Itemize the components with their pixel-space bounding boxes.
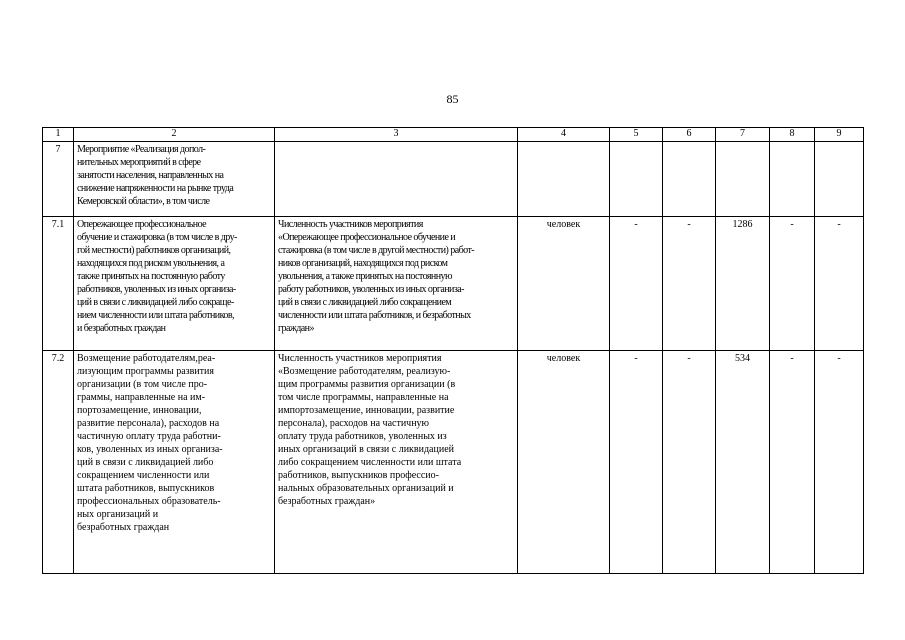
header-row bbox=[43, 128, 864, 142]
value-cell-5 bbox=[610, 142, 663, 217]
text-line: лизующим программы развития bbox=[77, 366, 214, 377]
table-row bbox=[43, 351, 864, 574]
column-header: 5 bbox=[610, 128, 663, 142]
text-line: нительных мероприятий в сфере bbox=[77, 157, 201, 168]
column-header: 7 bbox=[716, 128, 770, 142]
text-line: занятости населения, направленных на bbox=[77, 170, 224, 181]
text-line: частичную оплату труда работни- bbox=[77, 431, 221, 442]
text-line: профессиональных образователь- bbox=[77, 496, 221, 507]
text-line: иных организаций в связи с ликвидацией bbox=[278, 444, 454, 455]
column-header: 1 bbox=[43, 128, 74, 142]
text-line: том числе программы, направленные на bbox=[278, 392, 449, 403]
text-line: Численность участников мероприятия bbox=[278, 219, 423, 230]
value-cell-6: - bbox=[663, 351, 716, 574]
text-line: нальных образовательных организаций и bbox=[278, 483, 454, 494]
row-number: 7.1 bbox=[43, 217, 74, 351]
table-row bbox=[43, 217, 864, 351]
text-line: Мероприятие «Реализация допол- bbox=[77, 144, 206, 155]
column-header: 4 bbox=[518, 128, 610, 142]
unit-cell: человек bbox=[518, 351, 610, 574]
column-header: 6 bbox=[663, 128, 716, 142]
text-line: находящихся под риском увольнения, а bbox=[77, 258, 225, 269]
text-line: Кемеровской области», в том числе bbox=[77, 196, 210, 207]
text-line: оплату труда работников, уволенных из bbox=[278, 431, 447, 442]
value-cell-8: - bbox=[770, 351, 815, 574]
text-line: гой местности) работников организаций, bbox=[77, 245, 231, 256]
column-header: 2 bbox=[74, 128, 275, 142]
text-line: ников организаций, находящихся под риском bbox=[278, 258, 448, 269]
column-header: 8 bbox=[770, 128, 815, 142]
text-line: безработных граждан» bbox=[278, 496, 376, 507]
measure-name bbox=[74, 351, 275, 574]
indicator-description bbox=[275, 142, 518, 217]
value-cell-9: - bbox=[815, 217, 864, 351]
text-line: также принятых на постоянную работу bbox=[77, 271, 225, 282]
text-line: граммы, направленные на им- bbox=[77, 392, 206, 403]
text-line: увольнения, а также принятых на постоянную bbox=[278, 271, 452, 282]
value-cell-5: - bbox=[610, 351, 663, 574]
text-line: ций в связи с ликвидацией либо bbox=[77, 457, 214, 468]
document-table bbox=[42, 127, 864, 574]
text-line: Возмещение работодателям,реа- bbox=[77, 353, 216, 364]
text-line: обучение и стажировка (в том числе в дру- bbox=[77, 232, 237, 243]
text-line: ций в связи с ликвидацией либо сокраще- bbox=[77, 297, 234, 308]
text-line: снижение напряженности на рынке труда bbox=[77, 183, 234, 194]
text-line: ных организаций и bbox=[77, 509, 159, 520]
text-line: щим программы развития организации (в bbox=[278, 379, 456, 390]
page-number: 85 bbox=[446, 92, 459, 106]
value-cell-7: 534 bbox=[716, 351, 770, 574]
unit-cell bbox=[518, 142, 610, 217]
text-line: «Возмещение работодателям, реализую- bbox=[278, 366, 451, 377]
value-cell-9: - bbox=[815, 351, 864, 574]
value-cell-9 bbox=[815, 142, 864, 217]
text-line: ций в связи с ликвидацией либо сокращением bbox=[278, 297, 452, 308]
text-line: портозамещение, инновации, bbox=[77, 405, 202, 416]
text-line: и безработных граждан bbox=[77, 323, 166, 334]
measure-name bbox=[74, 142, 275, 217]
measure-name bbox=[74, 217, 275, 351]
text-line: либо сокращением численности или штата bbox=[278, 457, 462, 468]
text-line: работников, уволенных из иных организа- bbox=[77, 284, 236, 295]
value-cell-5: - bbox=[610, 217, 663, 351]
unit-cell: человек bbox=[518, 217, 610, 351]
value-cell-8 bbox=[770, 142, 815, 217]
text-line: «Опережающее профессиональное обучение и bbox=[278, 232, 456, 243]
indicator-description bbox=[275, 351, 518, 574]
table-row bbox=[43, 142, 864, 217]
row-number: 7.2 bbox=[43, 351, 74, 574]
column-header: 3 bbox=[275, 128, 518, 142]
text-line: безработных граждан bbox=[77, 522, 170, 533]
text-line: нием численности или штата работников, bbox=[77, 310, 234, 321]
text-line: сокращением численности или bbox=[77, 470, 210, 481]
value-cell-8: - bbox=[770, 217, 815, 351]
text-line: организации (в том числе про- bbox=[77, 379, 208, 390]
column-header: 9 bbox=[815, 128, 864, 142]
text-line: развитие персонала), расходов на bbox=[77, 418, 220, 429]
text-line: персонала), расходов на частичную bbox=[278, 418, 430, 429]
text-line: работу работников, уволенных из иных организа- bbox=[278, 284, 464, 295]
text-line: численности или штата работников, и безработных bbox=[278, 310, 471, 321]
text-line: Опережающее профессиональное bbox=[77, 219, 207, 230]
text-line: штата работников, выпускников bbox=[77, 483, 215, 494]
text-line: работников, выпускников профессио- bbox=[278, 470, 439, 481]
text-line: граждан» bbox=[278, 323, 314, 334]
text-line: импортозамещение, инновации, развитие bbox=[278, 405, 455, 416]
row-number: 7 bbox=[43, 142, 74, 217]
text-line: Численность участников мероприятия bbox=[278, 353, 442, 364]
value-cell-7 bbox=[716, 142, 770, 217]
value-cell-6 bbox=[663, 142, 716, 217]
value-cell-6: - bbox=[663, 217, 716, 351]
text-line: стажировка (в том числе в другой местности) работ- bbox=[278, 245, 475, 256]
value-cell-7: 1286 bbox=[716, 217, 770, 351]
text-line: ков, уволенных из иных организа- bbox=[77, 444, 223, 455]
indicator-description bbox=[275, 217, 518, 351]
